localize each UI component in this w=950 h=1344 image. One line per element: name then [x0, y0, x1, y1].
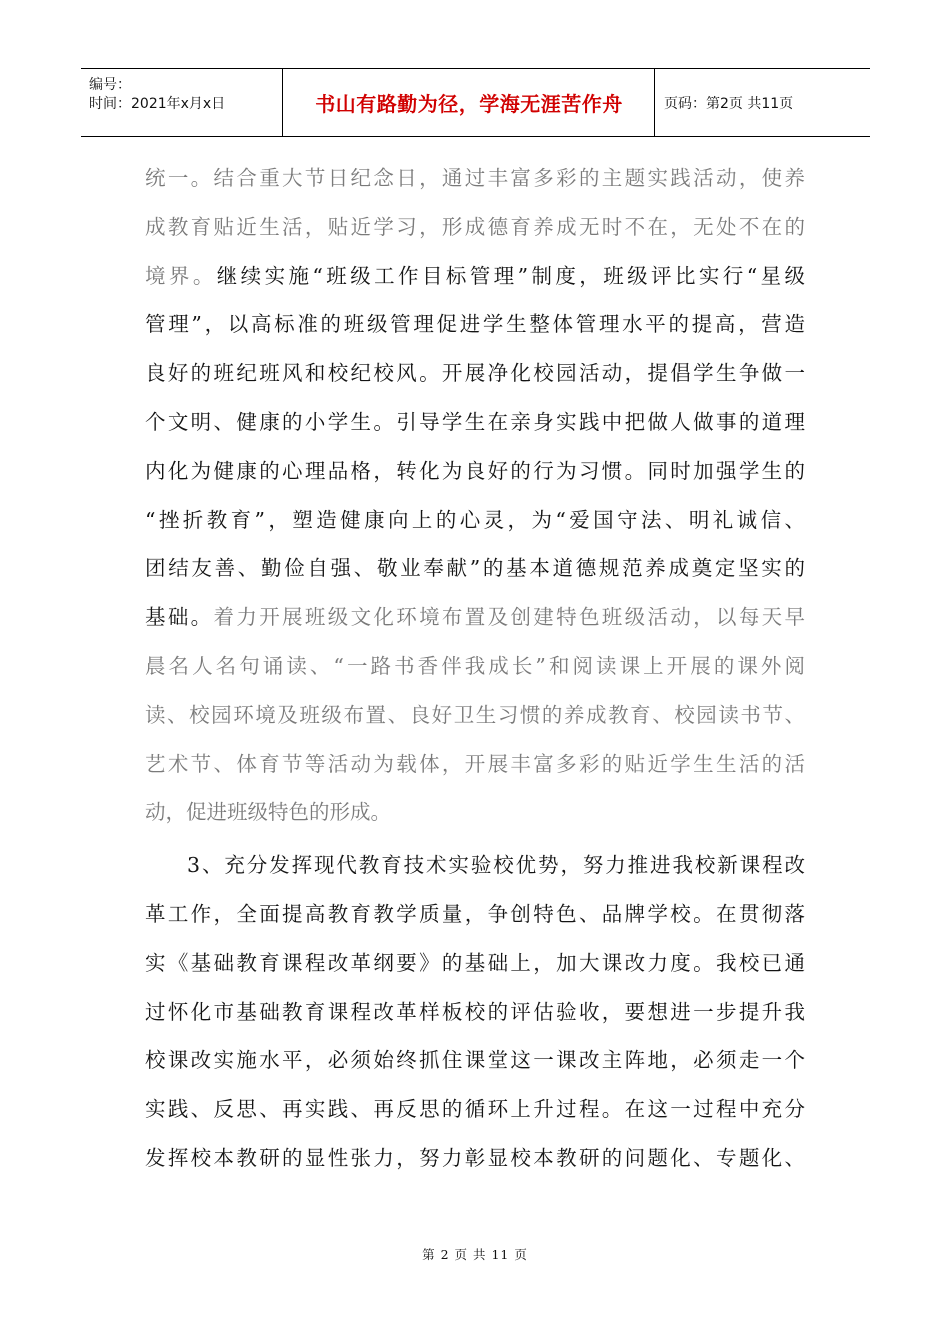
body-text-line [145, 992, 805, 1032]
text-segment: “挫折教育”，塑造健康向上的心灵，为“爱国守法、明礼诚信、 [145, 507, 805, 532]
body-text-line [145, 894, 805, 934]
text-segment: 管理”，以高标准的班级管理促进学生整体管理水平的提高，营造 [145, 312, 805, 337]
body-text-line [145, 548, 805, 588]
body-text-line [145, 695, 805, 735]
body-text-line [145, 792, 805, 832]
document-date-label: 时间：2021年x月x日 [89, 96, 226, 112]
body-text-line [145, 1138, 805, 1178]
body-text-line [145, 402, 805, 442]
text-segment: 基础。 [145, 605, 214, 630]
text-segment: 晨名人名句诵读、“一路书香伴我成长”和阅读课上开展的课外阅 [145, 654, 805, 678]
body-text-line [145, 451, 805, 491]
text-segment: 境界。 [145, 263, 217, 288]
text-segment: 统一。结合重大节日纪念日，通过丰富多彩的主题实践活动，使养 [145, 166, 805, 190]
body-text-line [187, 845, 805, 885]
body-text-line [145, 646, 805, 686]
header-motto: 书山有路勤为径，学海无涯苦作舟 [315, 92, 623, 116]
text-segment: 过怀化市基础教育课程改革样板校的评估验收，要想进一步提升我 [145, 999, 805, 1024]
text-segment: 个文明、健康的小学生。引导学生在亲身实践中把做人做事的道理 [145, 410, 805, 434]
document-header [81, 68, 870, 137]
document-number-label: 编号： [89, 77, 131, 93]
body-text-line [145, 304, 805, 344]
text-segment: 发挥校本教研的显性张力，努力彰显校本教研的问题化、专题化、 [145, 1146, 805, 1170]
text-segment: 继续实施“班级工作目标管理”制度，班级评比实行“星级 [216, 263, 805, 288]
body-text-line [145, 943, 805, 983]
text-segment: 动，促进班级特色的形成。 [145, 800, 391, 825]
body-text-line [145, 158, 805, 198]
text-segment: 良好的班纪班风和校纪校风。开展净化校园活动，提倡学生争做一 [145, 361, 805, 386]
text-segment: 成教育贴近生活，贴近学习，形成德育养成无时不在，无处不在的 [145, 214, 805, 239]
body-text-line [145, 1089, 805, 1129]
text-segment: 实《基础教育课程改革纲要》的基础上，加大课改力度。我校已通 [145, 950, 805, 975]
text-segment: 读、校园环境及班级布置、良好卫生习惯的养成教育、校园读书节、 [145, 702, 805, 727]
body-text-line [145, 207, 805, 247]
text-segment: 校课改实施水平，必须始终抓住课堂这一课改主阵地，必须走一个 [145, 1048, 805, 1073]
header-page-info: 页码：第2页 共11页 [664, 95, 794, 112]
header-meta-cell [81, 69, 281, 136]
body-text-line [145, 597, 805, 637]
body-text-line [145, 256, 805, 296]
body-text-line [145, 744, 805, 784]
body-text-line [145, 500, 805, 540]
header-divider [654, 69, 655, 136]
body-text-line [145, 1040, 805, 1080]
text-segment: 着力开展班级文化环境布置及创建特色班级活动，以每天早 [213, 605, 806, 630]
text-segment: 内化为健康的心理品格，转化为良好的行为习惯。同时加强学生的 [145, 458, 805, 483]
text-segment: 实践、反思、再实践、再反思的循环上升过程。在这一过程中充分 [145, 1097, 805, 1122]
text-segment: 革工作，全面提高教育教学质量，争创特色、品牌学校。在贯彻落 [145, 902, 805, 926]
page-footer: 第 2 页 共 11 页 [422, 1247, 528, 1262]
text-segment: 3、充分发挥现代教育技术实验校优势，努力推进我校新课程改 [187, 853, 805, 878]
text-segment: 艺术节、体育节等活动为载体，开展丰富多彩的贴近学生生活的活 [145, 751, 805, 776]
body-text-line [145, 353, 805, 393]
text-segment: 团结友善、勤俭自强、敬业奉献”的基本道德规范养成奠定坚实的 [145, 556, 805, 581]
